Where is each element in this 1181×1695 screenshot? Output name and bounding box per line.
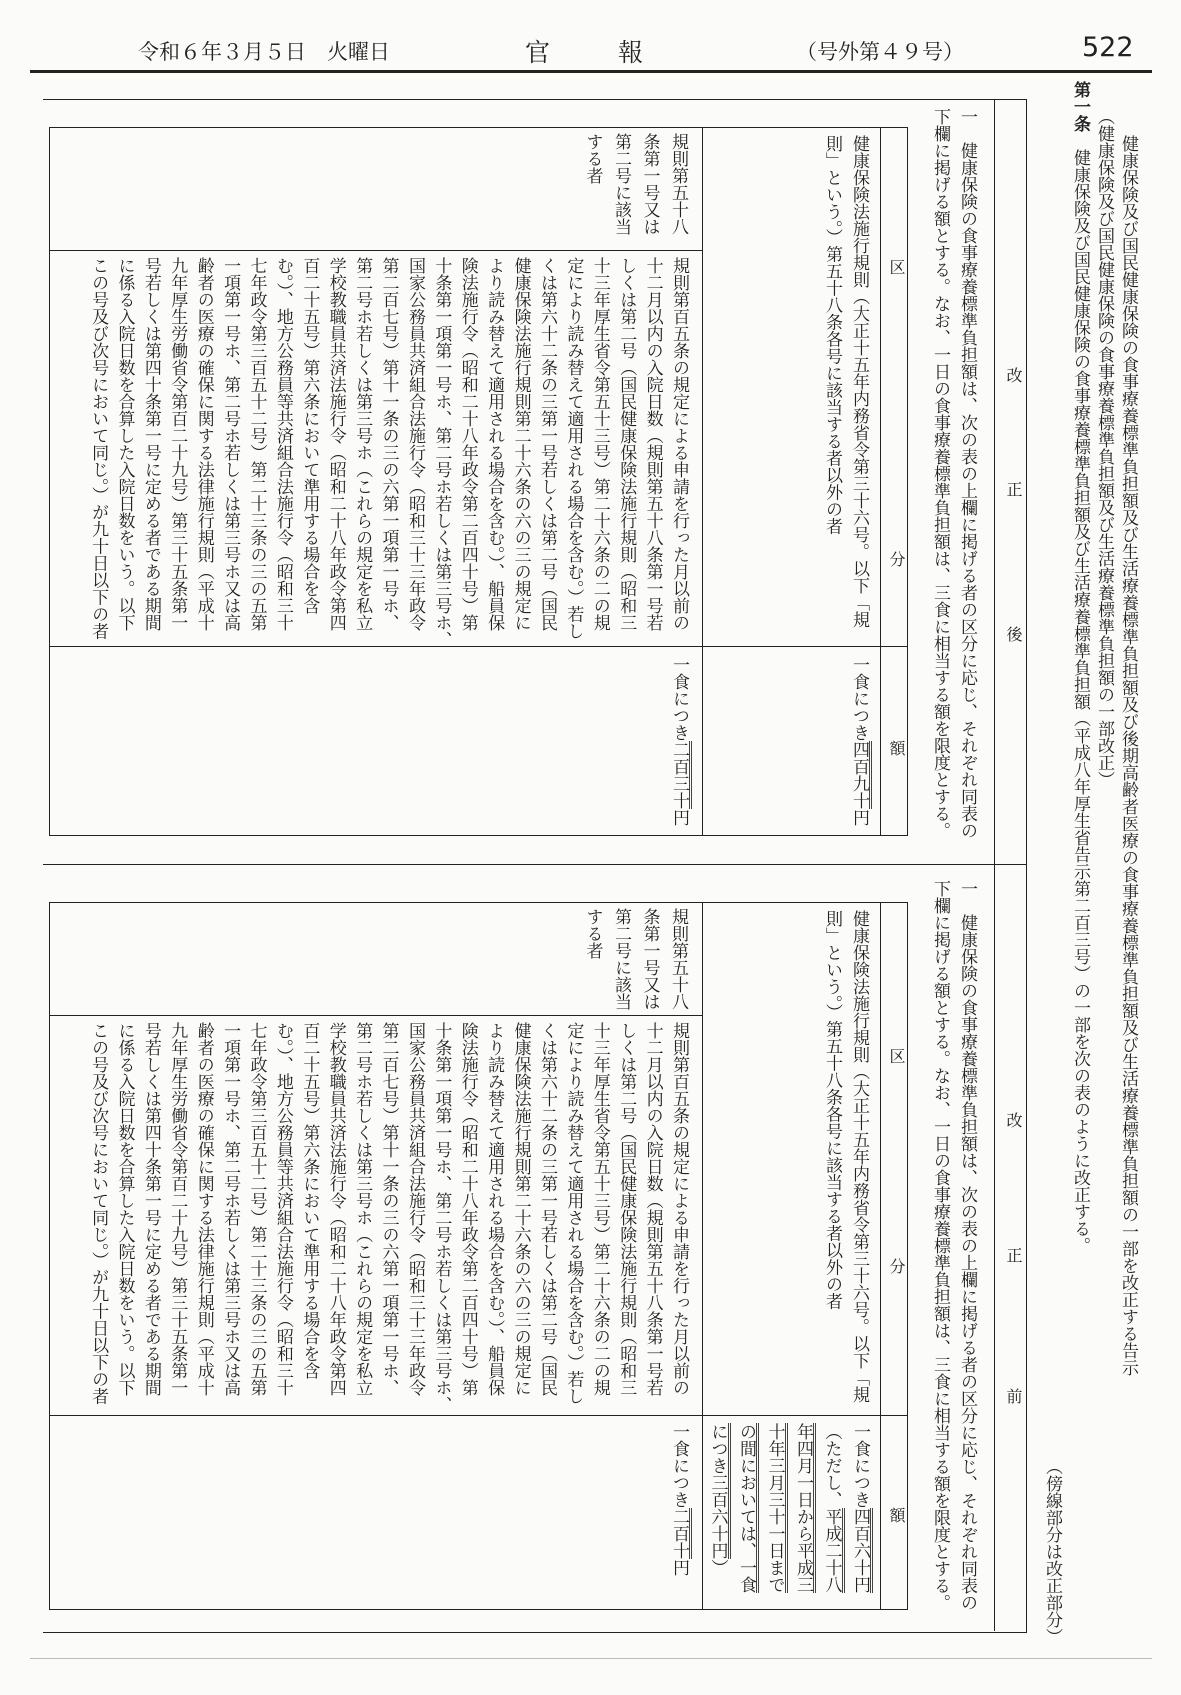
text-line: この号及び次号において同じ。）が九十日以下の者	[88, 257, 109, 640]
text-line: 下欄に掲げる額とする。なお、一日の食事療養標準負担額は、三食に相当する額を限度とする。	[930, 880, 950, 1611]
category-amount-divider	[49, 1415, 907, 1416]
issue-date: 令和６年３月５日 火曜日	[138, 40, 390, 64]
row2-amount	[665, 656, 692, 826]
intro-text	[926, 108, 980, 839]
header-amount: 額	[887, 740, 906, 756]
text-line: 七年政令第三百五十二号）第二十三条の三の五第	[246, 257, 267, 631]
gazette-title: 官 報	[525, 38, 650, 67]
text-line: 健康保険法施行規則第二十六条の六の三の規定に	[510, 257, 531, 631]
amount-text: 円	[669, 1559, 689, 1576]
section-label-char: 後	[1004, 626, 1023, 642]
amount-line	[665, 656, 692, 826]
text-line: む。）、地方公務員等共済組合法施行令（昭和三十	[272, 1022, 293, 1396]
text-line: 条第一号又は	[639, 133, 660, 235]
text-line: に係る入院日数を合算した入院日数をいう。以下	[114, 257, 135, 631]
header-amount: 額	[887, 1507, 906, 1523]
text-line: 規則第百五条の規定による申請を行った月以前の	[669, 257, 689, 631]
annotation-note: （傍線部分は改正部分）	[1042, 1458, 1062, 1645]
amount-text: 円	[849, 809, 869, 826]
section-label-char: 正	[1004, 1247, 1023, 1263]
header-column-divider	[880, 902, 881, 1609]
text-line: 国家公務員共済組合法施行令（昭和三十三年政令	[404, 257, 425, 631]
text-line: 齢者の医療の確保に関する法律施行規則（平成十	[193, 257, 214, 631]
amended-text: 四百九十	[849, 741, 872, 809]
text-line: より読み替えて適用される場合を含む。）、船員保	[484, 1022, 505, 1396]
text-line: 第二号ホ若しくは第三号ホ（これらの規定を私立	[352, 1022, 373, 1396]
amount-line	[703, 1423, 732, 1593]
amended-text: 平成二十八	[822, 1508, 845, 1593]
amended-text: につき三百六十円	[708, 1423, 731, 1559]
text-line: 険法施行令（昭和二十八年政令第二百四十号）第	[457, 257, 478, 631]
text-line: 健康保険法施行規則第二十六条の六の三の規定に	[510, 1022, 531, 1396]
text-line: する者	[582, 133, 603, 184]
article-text: 健康保険及び国民健康保険の食事療養標準負担額及び生活療養標準負担額（平成八年厚生省告示第二百三号）の一部を次の表のように改正する。	[1070, 132, 1090, 1254]
text-line: 百二十五号）第六条において準用する場合を含	[299, 1022, 320, 1379]
amount-text: 一食につき	[849, 656, 869, 741]
row2-amount	[665, 1423, 692, 1576]
intro-text	[926, 880, 980, 1611]
label-description-divider	[49, 250, 702, 251]
amended-text: 年四月一日から平成三	[793, 1423, 816, 1593]
section-label-char: 正	[1004, 481, 1023, 497]
article-label: 第一条	[1070, 81, 1090, 132]
text-line: 齢者の医療の確保に関する法律施行規則（平成十	[193, 1022, 214, 1396]
text-line: 九年厚生労働省令第百二十九号）第三十五条第一	[167, 1022, 188, 1396]
text-line: くは第六十二条の三第一号若しくは第二号（国民	[536, 1022, 557, 1396]
text-line: 一項第一号ホ、第二号ホ若しくは第三号ホ又は高	[220, 1022, 241, 1396]
text-line: 十三年厚生省令第五十三号）第二十六条の二の規	[589, 1022, 610, 1396]
row2-description	[85, 257, 692, 648]
text-line: 険法施行令（昭和二十八年政令第二百四十号）第	[457, 1022, 478, 1396]
row1-category	[818, 135, 872, 628]
row2-label	[578, 908, 692, 1010]
text-line: より読み替えて適用される場合を含む。）、船員保	[484, 257, 505, 631]
row1-amount	[845, 656, 872, 826]
text-line: 規則第五十八	[668, 133, 688, 235]
text-line: する者	[582, 908, 603, 959]
text-line: 規則第五十八	[668, 908, 688, 1010]
text-line: 百二十五号）第六条において準用する場合を含	[299, 257, 320, 614]
text-line: 下欄に掲げる額とする。なお、一日の食事療養標準負担額は、三食に相当する額を限度とする。	[930, 108, 950, 839]
section-label-char: 改	[1004, 1112, 1023, 1128]
text-line: 十二月以内の入院日数（規則第五十八条第一号若	[642, 257, 663, 631]
amended-text: 二百十	[669, 1508, 692, 1559]
text-line: 号若しくは第四十条第一号に定める者である期間	[140, 257, 161, 631]
amended-text: 十年三月三十一日まで	[765, 1423, 788, 1593]
header-category-char: 分	[887, 551, 906, 567]
amount-text: 一食につき	[850, 1423, 870, 1508]
section-label-char: 前	[1004, 1388, 1023, 1404]
text-line: 十三年厚生省令第五十三号）第二十六条の二の規	[589, 257, 610, 631]
notice-subtitle: （健康保険及び国民健康保険の食事療養標準負担額及び生活療養標準負担額の一部改正）	[1094, 108, 1114, 788]
after-label-divider	[994, 99, 995, 864]
page-number: 522	[1082, 32, 1134, 63]
amount-line	[817, 1423, 846, 1593]
text-line: 一項第一号ホ、第二号ホ若しくは第三号ホ又は高	[220, 257, 241, 631]
amended-text: の間においては、一食	[736, 1423, 759, 1593]
amount-text: （ただし、	[821, 1423, 842, 1508]
text-line: 定により読み替えて適用される場合を含む。）若し	[563, 257, 584, 640]
amount-line	[789, 1423, 818, 1593]
amount-line	[732, 1423, 761, 1593]
text-line: に係る入院日数を合算した入院日数をいう。以下	[114, 1022, 135, 1396]
text-line: くは第六十二条の三第一号若しくは第二号（国民	[536, 257, 557, 631]
section-label-char: 改	[1004, 367, 1023, 383]
text-line: 学校教職員共済法施行令（昭和二十八年政令第四	[325, 1022, 346, 1396]
notice-title: 健康保険及び国民健康保険の食事療養標準負担額及び生活療養標準負担額及び後期高齢者医療の食事療養標準負担額及び生活療養標準負担額の一部を改正する告示	[1118, 135, 1138, 1376]
text-line: 第二百七号）第十一条の三の六第一項第一号ホ、	[378, 257, 399, 631]
text-line: 七年政令第三百五十二号）第二十三条の三の五第	[246, 1022, 267, 1396]
amended-text: 四百六十円	[850, 1508, 873, 1593]
header-category-char: 分	[887, 1258, 906, 1274]
amount-line	[846, 1423, 875, 1593]
text-line: 定により読み替えて適用される場合を含む。）若し	[563, 1022, 584, 1405]
text-line: 号若しくは第四十条第一号に定める者である期間	[140, 1022, 161, 1396]
amount-text: ）	[707, 1559, 728, 1576]
header-category-char: 区	[887, 1048, 906, 1064]
header-column-divider	[880, 127, 881, 835]
amount-line	[665, 1423, 692, 1576]
text-line: 条第一号又は	[639, 908, 660, 1010]
issue-number: （号外第４９号）	[796, 40, 964, 64]
row2-description	[85, 1022, 692, 1413]
text-line: 則」という。）第五十八条各号に該当する者以外の者	[822, 910, 842, 1310]
amount-line	[845, 656, 872, 826]
amount-text: 一食につき	[669, 1423, 689, 1508]
text-line: しくは第二号（国民健康保険法施行規則（昭和三	[616, 257, 637, 631]
amount-text: 円	[669, 809, 689, 826]
amount-text: 一食につき	[669, 656, 689, 741]
amount-line	[760, 1423, 789, 1593]
text-line: 十条第一項第一号ホ、第二号ホ若しくは第三号ホ、	[431, 1022, 452, 1413]
row1-amount	[703, 1423, 874, 1593]
text-line: 健康保険法施行規則（大正十五年内務省令第三十六号。以下「規	[849, 135, 869, 628]
row1-category	[818, 910, 872, 1403]
text-line: 十条第一項第一号ホ、第二号ホ若しくは第三号ホ、	[431, 257, 452, 648]
text-line: 則」という。）第五十八条各号に該当する者以外の者	[822, 135, 842, 535]
text-line: 十二月以内の入院日数（規則第五十八条第一号若	[642, 1022, 663, 1396]
text-line: 一 健康保険の食事療養標準負担額は、次の表の上欄に掲げる者の区分に応じ、それぞれ同表の	[957, 880, 977, 1611]
text-line: 学校教職員共済法施行令（昭和二十八年政令第四	[325, 257, 346, 631]
header-rule	[30, 70, 1152, 73]
label-description-divider	[49, 1015, 702, 1016]
before-label-divider	[994, 864, 995, 1631]
text-line: 規則第百五条の規定による申請を行った月以前の	[669, 1022, 689, 1396]
row2-label	[578, 133, 692, 235]
text-line: 一 健康保険の食事療養標準負担額は、次の表の上欄に掲げる者の区分に応じ、それぞれ同表の	[957, 108, 977, 839]
text-line: この号及び次号において同じ。）が九十日以下の者	[88, 1022, 109, 1405]
page-bottom-rule	[30, 1658, 1152, 1659]
article-paragraph	[1068, 81, 1093, 1254]
row-divider	[702, 127, 703, 835]
amended-text: 二百三十	[669, 741, 692, 809]
text-line: 第二号に該当	[611, 908, 631, 1010]
text-line: 第二百七号）第十一条の三の六第一項第一号ホ、	[378, 1022, 399, 1396]
text-line: 第二号に該当	[611, 133, 631, 235]
text-line: 九年厚生労働省令第百二十九号）第三十五条第一	[167, 257, 188, 631]
text-line: 第二号ホ若しくは第三号ホ（これらの規定を私立	[352, 257, 373, 631]
text-line: しくは第二号（国民健康保険法施行規則（昭和三	[616, 1022, 637, 1396]
text-line: 健康保険法施行規則（大正十五年内務省令第三十六号。以下「規	[849, 910, 869, 1403]
header-category-char: 区	[887, 259, 906, 275]
text-line: 国家公務員共済組合法施行令（昭和三十三年政令	[404, 1022, 425, 1396]
text-line: む。）、地方公務員等共済組合法施行令（昭和三十	[272, 257, 293, 631]
